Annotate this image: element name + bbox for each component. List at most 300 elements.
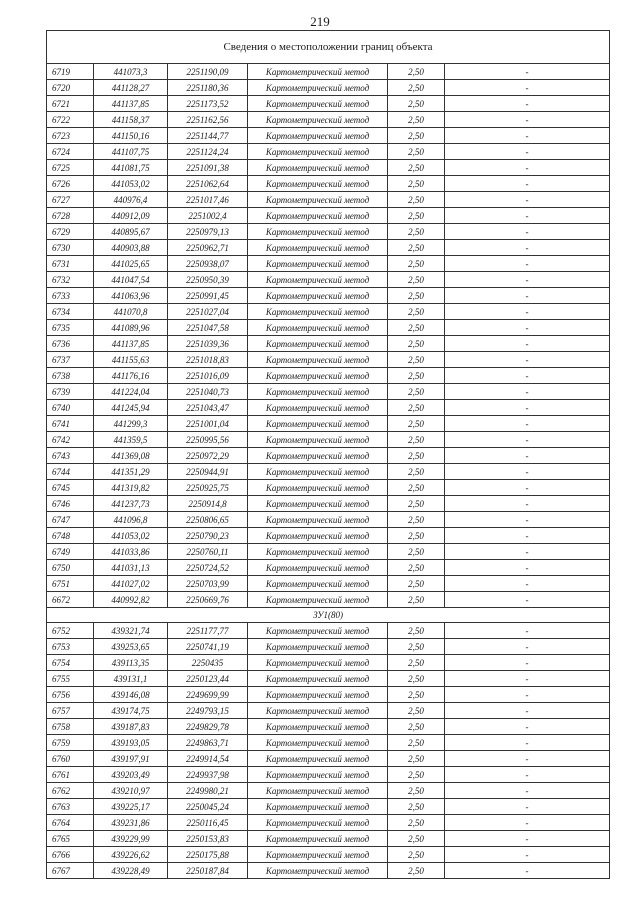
coord-x-cell: 439229,99 <box>94 831 168 847</box>
coord-y-cell: 2250925,75 <box>168 480 248 496</box>
description-cell: - <box>445 480 610 496</box>
table-row <box>47 304 610 320</box>
accuracy-cell: 2,50 <box>388 464 445 480</box>
method-cell: Картометрический метод <box>248 719 388 735</box>
description-cell: - <box>445 352 610 368</box>
coord-y-cell: 2250991,45 <box>168 288 248 304</box>
table-row <box>47 112 610 128</box>
method-cell: Картометрический метод <box>248 623 388 639</box>
description-cell: - <box>445 576 610 592</box>
table-row <box>47 783 610 799</box>
coord-y-cell: 2251173,52 <box>168 96 248 112</box>
method-cell: Картометрический метод <box>248 528 388 544</box>
coord-y-cell: 2250435 <box>168 655 248 671</box>
point-number-cell: 6763 <box>47 799 94 815</box>
description-cell: - <box>445 847 610 863</box>
table-row <box>47 192 610 208</box>
accuracy-cell: 2,50 <box>388 336 445 352</box>
accuracy-cell: 2,50 <box>388 80 445 96</box>
method-cell: Картометрический метод <box>248 496 388 512</box>
method-cell: Картометрический метод <box>248 320 388 336</box>
point-number-cell: 6722 <box>47 112 94 128</box>
method-cell: Картометрический метод <box>248 863 388 879</box>
table-row <box>47 96 610 112</box>
group-header <box>47 608 610 623</box>
accuracy-cell: 2,50 <box>388 96 445 112</box>
coord-y-cell: 2250724,52 <box>168 560 248 576</box>
method-cell: Картометрический метод <box>248 576 388 592</box>
accuracy-cell: 2,50 <box>388 576 445 592</box>
coord-y-cell: 2250187,84 <box>168 863 248 879</box>
coord-y-cell: 2250914,8 <box>168 496 248 512</box>
method-cell: Картометрический метод <box>248 224 388 240</box>
description-cell: - <box>445 687 610 703</box>
table-row <box>47 655 610 671</box>
method-cell: Картометрический метод <box>248 176 388 192</box>
description-cell: - <box>445 655 610 671</box>
accuracy-cell: 2,50 <box>388 863 445 879</box>
description-cell: - <box>445 703 610 719</box>
accuracy-cell: 2,50 <box>388 64 445 80</box>
coord-x-cell: 441053,02 <box>94 528 168 544</box>
accuracy-cell: 2,50 <box>388 192 445 208</box>
description-cell: - <box>445 112 610 128</box>
coord-y-cell: 2251162,56 <box>168 112 248 128</box>
coord-x-cell: 439131,1 <box>94 671 168 687</box>
accuracy-cell: 2,50 <box>388 256 445 272</box>
description-cell: - <box>445 144 610 160</box>
accuracy-cell: 2,50 <box>388 703 445 719</box>
point-number-cell: 6755 <box>47 671 94 687</box>
coord-x-cell: 439197,91 <box>94 751 168 767</box>
point-number-cell: 6745 <box>47 480 94 496</box>
coord-x-cell: 441158,37 <box>94 112 168 128</box>
description-cell: - <box>445 799 610 815</box>
point-number-cell: 6720 <box>47 80 94 96</box>
description-cell: - <box>445 160 610 176</box>
coord-y-cell: 2250938,07 <box>168 256 248 272</box>
method-cell: Картометрический метод <box>248 448 388 464</box>
method-cell: Картометрический метод <box>248 272 388 288</box>
accuracy-cell: 2,50 <box>388 128 445 144</box>
table-body-group <box>47 623 610 879</box>
coord-y-cell: 2251190,09 <box>168 64 248 80</box>
method-cell: Картометрический метод <box>248 655 388 671</box>
method-cell: Картометрический метод <box>248 735 388 751</box>
table-row <box>47 671 610 687</box>
coord-x-cell: 441224,04 <box>94 384 168 400</box>
table-row <box>47 639 610 655</box>
table-row <box>47 336 610 352</box>
point-number-cell: 6739 <box>47 384 94 400</box>
point-number-cell: 6748 <box>47 528 94 544</box>
point-number-cell: 6762 <box>47 783 94 799</box>
coord-y-cell: 2249980,21 <box>168 783 248 799</box>
point-number-cell: 6759 <box>47 735 94 751</box>
coord-x-cell: 441031,13 <box>94 560 168 576</box>
method-cell: Картометрический метод <box>248 751 388 767</box>
coord-x-cell: 439187,83 <box>94 719 168 735</box>
method-cell: Картометрический метод <box>248 112 388 128</box>
description-cell: - <box>445 560 610 576</box>
description-cell: - <box>445 240 610 256</box>
table-row <box>47 847 610 863</box>
description-cell: - <box>445 80 610 96</box>
table-row <box>47 160 610 176</box>
table-row <box>47 623 610 639</box>
table-row <box>47 528 610 544</box>
table-row <box>47 719 610 735</box>
table-row <box>47 432 610 448</box>
description-cell: - <box>445 528 610 544</box>
description-cell: - <box>445 496 610 512</box>
table-row <box>47 735 610 751</box>
point-number-cell: 6732 <box>47 272 94 288</box>
point-number-cell: 6741 <box>47 416 94 432</box>
accuracy-cell: 2,50 <box>388 448 445 464</box>
point-number-cell: 6765 <box>47 831 94 847</box>
description-cell: - <box>445 783 610 799</box>
coord-x-cell: 441027,02 <box>94 576 168 592</box>
method-cell: Картометрический метод <box>248 592 388 608</box>
accuracy-cell: 2,50 <box>388 528 445 544</box>
point-number-cell: 6736 <box>47 336 94 352</box>
description-cell: - <box>445 751 610 767</box>
accuracy-cell: 2,50 <box>388 368 445 384</box>
description-cell: - <box>445 288 610 304</box>
table-row <box>47 544 610 560</box>
accuracy-cell: 2,50 <box>388 160 445 176</box>
point-number-cell: 6738 <box>47 368 94 384</box>
point-number-cell: 6766 <box>47 847 94 863</box>
method-cell: Картометрический метод <box>248 144 388 160</box>
coord-y-cell: 2251177,77 <box>168 623 248 639</box>
description-cell: - <box>445 304 610 320</box>
table-row <box>47 751 610 767</box>
description-cell: - <box>445 767 610 783</box>
table-row <box>47 400 610 416</box>
point-number-cell: 6723 <box>47 128 94 144</box>
accuracy-cell: 2,50 <box>388 735 445 751</box>
coord-y-cell: 2250962,71 <box>168 240 248 256</box>
coord-y-cell: 2249914,54 <box>168 751 248 767</box>
accuracy-cell: 2,50 <box>388 384 445 400</box>
method-cell: Картометрический метод <box>248 208 388 224</box>
point-number-cell: 6734 <box>47 304 94 320</box>
description-cell: - <box>445 831 610 847</box>
table-row <box>47 368 610 384</box>
coord-x-cell: 441351,29 <box>94 464 168 480</box>
accuracy-cell: 2,50 <box>388 671 445 687</box>
table-row <box>47 512 610 528</box>
coord-x-cell: 439321,74 <box>94 623 168 639</box>
coord-y-cell: 2250944,91 <box>168 464 248 480</box>
description-cell: - <box>445 464 610 480</box>
point-number-cell: 6724 <box>47 144 94 160</box>
point-number-cell: 6754 <box>47 655 94 671</box>
description-cell: - <box>445 719 610 735</box>
page-number: 219 <box>310 14 330 29</box>
coord-x-cell: 439146,08 <box>94 687 168 703</box>
method-cell: Картометрический метод <box>248 384 388 400</box>
table-row <box>47 480 610 496</box>
method-cell: Картометрический метод <box>248 240 388 256</box>
accuracy-cell: 2,50 <box>388 815 445 831</box>
coord-x-cell: 441081,75 <box>94 160 168 176</box>
description-cell: - <box>445 512 610 528</box>
point-number-cell: 6725 <box>47 160 94 176</box>
method-cell: Картометрический метод <box>248 416 388 432</box>
coord-x-cell: 441128,27 <box>94 80 168 96</box>
point-number-cell: 6727 <box>47 192 94 208</box>
table-row <box>47 831 610 847</box>
point-number-cell: 6767 <box>47 863 94 879</box>
coord-x-cell: 439228,49 <box>94 863 168 879</box>
accuracy-cell: 2,50 <box>388 544 445 560</box>
coord-y-cell: 2249829,78 <box>168 719 248 735</box>
accuracy-cell: 2,50 <box>388 623 445 639</box>
table-row <box>47 352 610 368</box>
accuracy-cell: 2,50 <box>388 144 445 160</box>
table-title: Сведения о местоположении границ объекта <box>47 31 610 64</box>
coord-y-cell: 2250972,29 <box>168 448 248 464</box>
table-row <box>47 240 610 256</box>
method-cell: Картометрический метод <box>248 512 388 528</box>
point-number-cell: 6733 <box>47 288 94 304</box>
table-row <box>47 767 610 783</box>
point-number-cell: 6752 <box>47 623 94 639</box>
point-number-cell: 6743 <box>47 448 94 464</box>
coord-x-cell: 441176,16 <box>94 368 168 384</box>
accuracy-cell: 2,50 <box>388 176 445 192</box>
method-cell: Картометрический метод <box>248 400 388 416</box>
accuracy-cell: 2,50 <box>388 272 445 288</box>
coord-x-cell: 439174,75 <box>94 703 168 719</box>
method-cell: Картометрический метод <box>248 128 388 144</box>
coord-x-cell: 439203,49 <box>94 767 168 783</box>
method-cell: Картометрический метод <box>248 432 388 448</box>
accuracy-cell: 2,50 <box>388 767 445 783</box>
accuracy-cell: 2,50 <box>388 639 445 655</box>
coord-x-cell: 441089,96 <box>94 320 168 336</box>
point-number-cell: 6760 <box>47 751 94 767</box>
point-number-cell: 6756 <box>47 687 94 703</box>
coord-y-cell: 2249793,15 <box>168 703 248 719</box>
accuracy-cell: 2,50 <box>388 783 445 799</box>
coord-x-cell: 439193,05 <box>94 735 168 751</box>
accuracy-cell: 2,50 <box>388 240 445 256</box>
coord-x-cell: 441237,73 <box>94 496 168 512</box>
point-number-cell: 6750 <box>47 560 94 576</box>
table-header-row <box>47 31 610 64</box>
coord-x-cell: 441053,02 <box>94 176 168 192</box>
method-cell: Картометрический метод <box>248 160 388 176</box>
method-cell: Картометрический метод <box>248 80 388 96</box>
coord-x-cell: 441150,16 <box>94 128 168 144</box>
method-cell: Картометрический метод <box>248 256 388 272</box>
coord-y-cell: 2250741,19 <box>168 639 248 655</box>
coord-y-cell: 2250153,83 <box>168 831 248 847</box>
coord-y-cell: 2251027,04 <box>168 304 248 320</box>
coord-x-cell: 441137,85 <box>94 336 168 352</box>
coord-y-cell: 2251039,36 <box>168 336 248 352</box>
coord-y-cell: 2250045,24 <box>168 799 248 815</box>
description-cell: - <box>445 64 610 80</box>
method-cell: Картометрический метод <box>248 639 388 655</box>
coord-x-cell: 441319,82 <box>94 480 168 496</box>
coord-x-cell: 439253,65 <box>94 639 168 655</box>
table-row <box>47 288 610 304</box>
coord-y-cell: 2250175,88 <box>168 847 248 863</box>
accuracy-cell: 2,50 <box>388 208 445 224</box>
group-label: ЗУ1(80) <box>47 608 610 623</box>
accuracy-cell: 2,50 <box>388 304 445 320</box>
description-cell: - <box>445 224 610 240</box>
table-row <box>47 176 610 192</box>
method-cell: Картометрический метод <box>248 847 388 863</box>
point-number-cell: 6751 <box>47 576 94 592</box>
point-number-cell: 6740 <box>47 400 94 416</box>
accuracy-cell: 2,50 <box>388 687 445 703</box>
coord-x-cell: 441063,96 <box>94 288 168 304</box>
description-cell: - <box>445 400 610 416</box>
coord-y-cell: 2250979,13 <box>168 224 248 240</box>
description-cell: - <box>445 256 610 272</box>
description-cell: - <box>445 639 610 655</box>
coord-x-cell: 441137,85 <box>94 96 168 112</box>
coord-y-cell: 2249863,71 <box>168 735 248 751</box>
table-row <box>47 703 610 719</box>
point-number-cell: 6735 <box>47 320 94 336</box>
point-number-cell: 6753 <box>47 639 94 655</box>
coord-y-cell: 2250669,76 <box>168 592 248 608</box>
description-cell: - <box>445 815 610 831</box>
method-cell: Картометрический метод <box>248 64 388 80</box>
method-cell: Картометрический метод <box>248 783 388 799</box>
table-row <box>47 687 610 703</box>
coord-y-cell: 2250790,23 <box>168 528 248 544</box>
description-cell: - <box>445 128 610 144</box>
table-body-main <box>47 64 610 608</box>
table-row <box>47 272 610 288</box>
method-cell: Картометрический метод <box>248 767 388 783</box>
coord-x-cell: 441070,8 <box>94 304 168 320</box>
coord-x-cell: 439113,35 <box>94 655 168 671</box>
point-number-cell: 6757 <box>47 703 94 719</box>
description-cell: - <box>445 384 610 400</box>
description-cell: - <box>445 416 610 432</box>
accuracy-cell: 2,50 <box>388 719 445 735</box>
method-cell: Картометрический метод <box>248 799 388 815</box>
coord-x-cell: 441073,3 <box>94 64 168 80</box>
table-row <box>47 144 610 160</box>
table-row <box>47 592 610 608</box>
accuracy-cell: 2,50 <box>388 847 445 863</box>
coord-x-cell: 440976,4 <box>94 192 168 208</box>
accuracy-cell: 2,50 <box>388 592 445 608</box>
coord-x-cell: 439226,62 <box>94 847 168 863</box>
table-row <box>47 208 610 224</box>
description-cell: - <box>445 863 610 879</box>
coord-y-cell: 2251144,77 <box>168 128 248 144</box>
coord-x-cell: 441047,54 <box>94 272 168 288</box>
coord-x-cell: 441025,65 <box>94 256 168 272</box>
table-row <box>47 799 610 815</box>
table-row <box>47 224 610 240</box>
description-cell: - <box>445 96 610 112</box>
table-row <box>47 464 610 480</box>
description-cell: - <box>445 336 610 352</box>
table-row <box>47 416 610 432</box>
description-cell: - <box>445 735 610 751</box>
method-cell: Картометрический метод <box>248 464 388 480</box>
coord-y-cell: 2251040,73 <box>168 384 248 400</box>
description-cell: - <box>445 368 610 384</box>
coord-y-cell: 2250760,11 <box>168 544 248 560</box>
accuracy-cell: 2,50 <box>388 352 445 368</box>
point-number-cell: 6747 <box>47 512 94 528</box>
accuracy-cell: 2,50 <box>388 655 445 671</box>
method-cell: Картометрический метод <box>248 304 388 320</box>
table-row <box>47 128 610 144</box>
method-cell: Картометрический метод <box>248 480 388 496</box>
coord-x-cell: 440992,82 <box>94 592 168 608</box>
coord-y-cell: 2250703,99 <box>168 576 248 592</box>
accuracy-cell: 2,50 <box>388 799 445 815</box>
method-cell: Картометрический метод <box>248 815 388 831</box>
coord-y-cell: 2250116,45 <box>168 815 248 831</box>
accuracy-cell: 2,50 <box>388 400 445 416</box>
method-cell: Картометрический метод <box>248 560 388 576</box>
point-number-cell: 6742 <box>47 432 94 448</box>
description-cell: - <box>445 544 610 560</box>
method-cell: Картометрический метод <box>248 288 388 304</box>
method-cell: Картометрический метод <box>248 352 388 368</box>
description-cell: - <box>445 448 610 464</box>
accuracy-cell: 2,50 <box>388 224 445 240</box>
coord-y-cell: 2250995,56 <box>168 432 248 448</box>
accuracy-cell: 2,50 <box>388 512 445 528</box>
coord-y-cell: 2251016,09 <box>168 368 248 384</box>
accuracy-cell: 2,50 <box>388 496 445 512</box>
method-cell: Картометрический метод <box>248 336 388 352</box>
table-row <box>47 384 610 400</box>
coord-x-cell: 440912,09 <box>94 208 168 224</box>
point-number-cell: 6730 <box>47 240 94 256</box>
coord-x-cell: 439225,17 <box>94 799 168 815</box>
accuracy-cell: 2,50 <box>388 112 445 128</box>
coord-y-cell: 2251043,47 <box>168 400 248 416</box>
accuracy-cell: 2,50 <box>388 320 445 336</box>
coord-x-cell: 440895,67 <box>94 224 168 240</box>
method-cell: Картометрический метод <box>248 96 388 112</box>
table-row <box>47 64 610 80</box>
coord-x-cell: 441033,86 <box>94 544 168 560</box>
coord-y-cell: 2251091,38 <box>168 160 248 176</box>
coord-y-cell: 2251018,83 <box>168 352 248 368</box>
method-cell: Картометрический метод <box>248 368 388 384</box>
point-number-cell: 6737 <box>47 352 94 368</box>
method-cell: Картометрический метод <box>248 192 388 208</box>
coord-y-cell: 2251124,24 <box>168 144 248 160</box>
coord-y-cell: 2251001,04 <box>168 416 248 432</box>
coord-x-cell: 441369,08 <box>94 448 168 464</box>
point-number-cell: 6672 <box>47 592 94 608</box>
description-cell: - <box>445 176 610 192</box>
accuracy-cell: 2,50 <box>388 416 445 432</box>
table-row <box>47 815 610 831</box>
accuracy-cell: 2,50 <box>388 751 445 767</box>
